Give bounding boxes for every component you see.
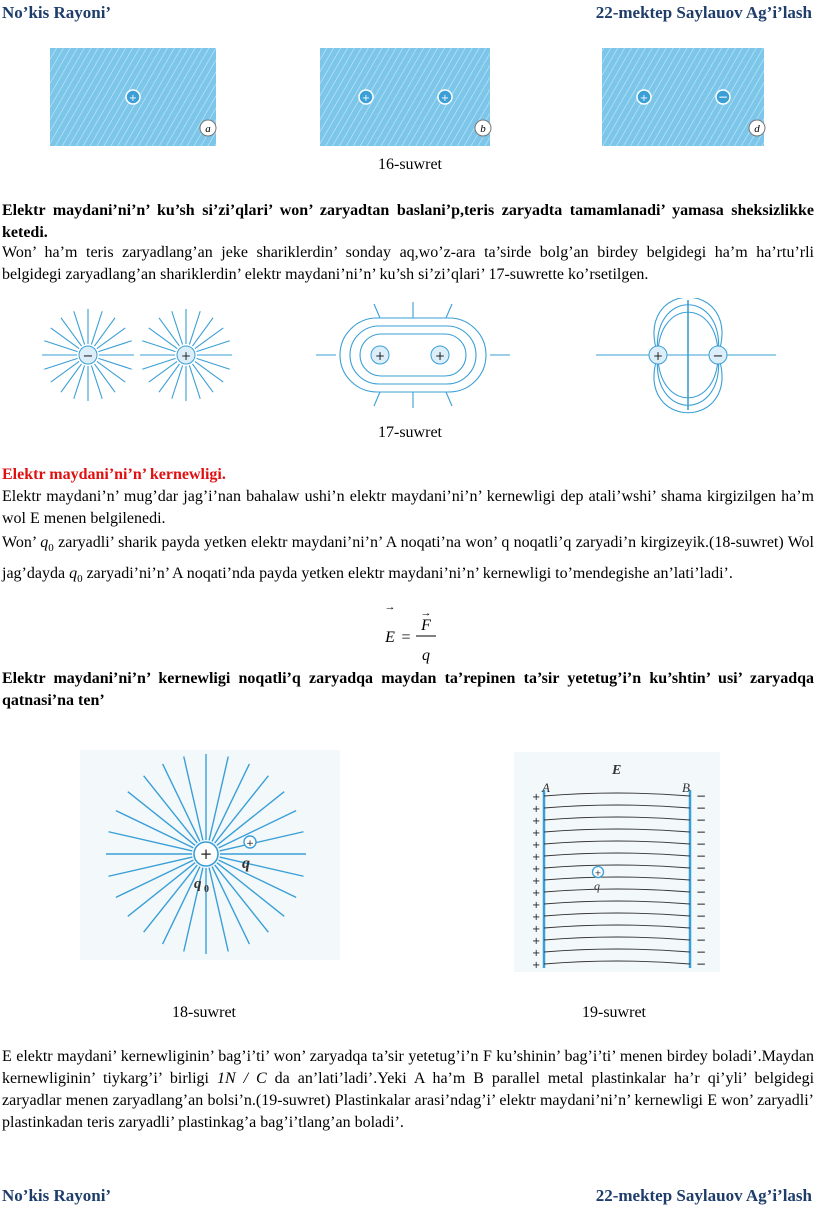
svg-text:=: = [401, 629, 411, 646]
svg-text:−: − [696, 873, 707, 887]
svg-text:−: − [696, 885, 707, 899]
formula-e-f-q [376, 604, 446, 664]
svg-text:+: + [532, 864, 541, 875]
footer-right: 22-mektep Saylauov Ag’i’lash [595, 1186, 812, 1205]
svg-text:+: + [532, 792, 541, 803]
svg-text:+: + [532, 876, 541, 887]
svg-text:−: − [717, 90, 729, 104]
svg-text:−: − [696, 837, 707, 851]
fig16-label-d: d [754, 123, 760, 135]
svg-text:−: − [696, 921, 707, 935]
fig16-label-a: a [205, 123, 211, 135]
fig19-label-a: A [542, 780, 550, 795]
figure-17 [36, 298, 776, 416]
svg-text:+: + [532, 960, 541, 971]
para1-text: Won’ ha’m teris zaryadlang’an jeke shariklerdin’ sonday aq,wo’z-ara ta’sirde bolg’an birdey belgidegi ha’m ha’rtu’rli belgidegi zaryadlang’an shariklerdin’ elektr maydani’ni’n’ ku’sh si’zi’qlari’ 17-suwrette ko’rsetilgen. [2, 244, 814, 283]
svg-text:+: + [532, 816, 541, 827]
header-left: No’kis Rayoni’ [2, 3, 112, 22]
svg-text:→: → [420, 607, 432, 619]
svg-text:+: + [128, 93, 138, 104]
svg-text:−: − [696, 813, 707, 827]
fig19-label-b: B [682, 780, 690, 795]
svg-text:+: + [532, 948, 541, 959]
svg-text:+: + [532, 900, 541, 911]
para1-bold: Elektr maydani’ni’n’ ku’sh si’zi’qlari’ won’ zaryadtan baslani’p,teris zaryadta tamamlanadi’ yamasa sheksizlikke ketedi. [2, 202, 814, 241]
svg-text:+: + [532, 804, 541, 815]
fig16-caption: 16-suwret [378, 156, 442, 173]
footer-left: No’kis Rayoni’ [2, 1186, 112, 1205]
figure-16 [40, 40, 780, 152]
svg-text:+: + [652, 349, 664, 363]
svg-text:F: F [421, 617, 431, 634]
figure-18 [80, 750, 340, 960]
svg-text:−: − [712, 349, 724, 364]
fig18-caption: 18-suwret [172, 1004, 236, 1021]
svg-text:→: → [384, 604, 396, 613]
svg-text:+: + [440, 93, 450, 104]
svg-text:+: + [361, 93, 371, 104]
svg-text:−: − [696, 957, 707, 971]
svg-text:0: 0 [204, 884, 209, 895]
svg-text:+: + [532, 840, 541, 851]
svg-text:−: − [696, 897, 707, 911]
svg-text:+: + [532, 924, 541, 935]
fig18-q-label: q [242, 855, 250, 872]
fig16-panel-b [320, 48, 491, 146]
svg-text:−: − [696, 789, 707, 803]
q0-symbol: $q_0$ [40, 534, 54, 555]
svg-text:+: + [199, 845, 213, 863]
svg-text:+: + [374, 349, 386, 363]
fig17-caption: 17-suwret [378, 424, 442, 441]
para4-bold: Elektr maydani’ni’n’ kernewligi noqatli’q zaryadqa maydan ta’repinen ta’sir yetetug’i’n ku’shtin’ usi’ zaryadqa qatnasi’na ten’ [2, 670, 814, 709]
svg-text:−: − [82, 349, 94, 364]
fig19-caption: 19-suwret [582, 1004, 646, 1021]
svg-text:+: + [532, 912, 541, 923]
svg-text:+: + [532, 852, 541, 863]
fig16-panel-d [602, 48, 765, 146]
svg-text:−: − [696, 861, 707, 875]
svg-text:+: + [434, 349, 446, 363]
q0-symbol-2: $q_0$ [69, 565, 83, 586]
svg-text:−: − [696, 945, 707, 959]
unit-n-per-c: 1N / C [216, 1070, 267, 1087]
svg-text:+: + [180, 349, 192, 363]
svg-text:q: q [422, 647, 430, 664]
fig19-label-e: E [612, 763, 622, 778]
svg-text:E: E [385, 629, 395, 646]
svg-text:−: − [696, 933, 707, 947]
para2: Elektr maydani’n’ mug’dar jag’i’nan bahalaw ushi’n elektr maydani’ni’n’ kernewligi dep atali’wshi’ shama kirgizilgen ha’m wol E menen belgilenedi. [2, 488, 814, 527]
fig19-label-q: q [594, 879, 600, 893]
svg-text:+: + [246, 839, 254, 849]
svg-text:+: + [532, 828, 541, 839]
svg-text:+: + [639, 93, 649, 104]
svg-text:−: − [696, 909, 707, 923]
header-right: 22-mektep Saylauov Ag’i’lash [595, 3, 812, 22]
para5: E elektr maydani’ kernewliginin’ bag’i’ti’ won’ zaryadqa ta’sir yetetug’i’n F ku’shinin’ bag’i’ti’ menen birdey boladi’.Maydan kernewliginin’ tiykarg’i’ birligi 1N / C da an’lati’ladi’.Yeki A ha’m B parallel metal plastinkalar ha’r qi’yli’ belgidegi zaryadlar menen zaryadlang’an bolsi’n.(19-suwret) Plastinkalar arasi’ndag’i’ elektr maydani’ni’n’ kernewligi E won’ zaryadli’ plastinkadan teris zaryadli’ plastinkag’a bag’i’tlang’an boladi’. [2, 1048, 815, 1131]
svg-text:−: − [696, 801, 707, 815]
figure-19 [514, 752, 720, 972]
section-title: Elektr maydani’ni’n’ kernewligi. [2, 466, 226, 483]
fig18-q0-label: q [194, 876, 202, 892]
fig16-label-b: b [480, 123, 486, 135]
svg-text:+: + [532, 936, 541, 947]
svg-text:+: + [594, 868, 602, 878]
para3: Won’ $q_0$ zaryadli’ sharik payda yetken elektr maydani’ni’n’ A noqati’na won’ q noqatli’q zaryadi’n kirgizeyik.(18-suwret) Wol jag’dayda $q_0$ zaryadi’ni’n’ A noqati’nda payda yetken elektr maydani’ni’n’ kernewligi to’mendegishe an’lati’ladi’. [2, 534, 814, 586]
svg-text:−: − [696, 849, 707, 863]
svg-text:+: + [532, 888, 541, 899]
fig16-panel-a [50, 48, 216, 146]
svg-text:−: − [696, 825, 707, 839]
